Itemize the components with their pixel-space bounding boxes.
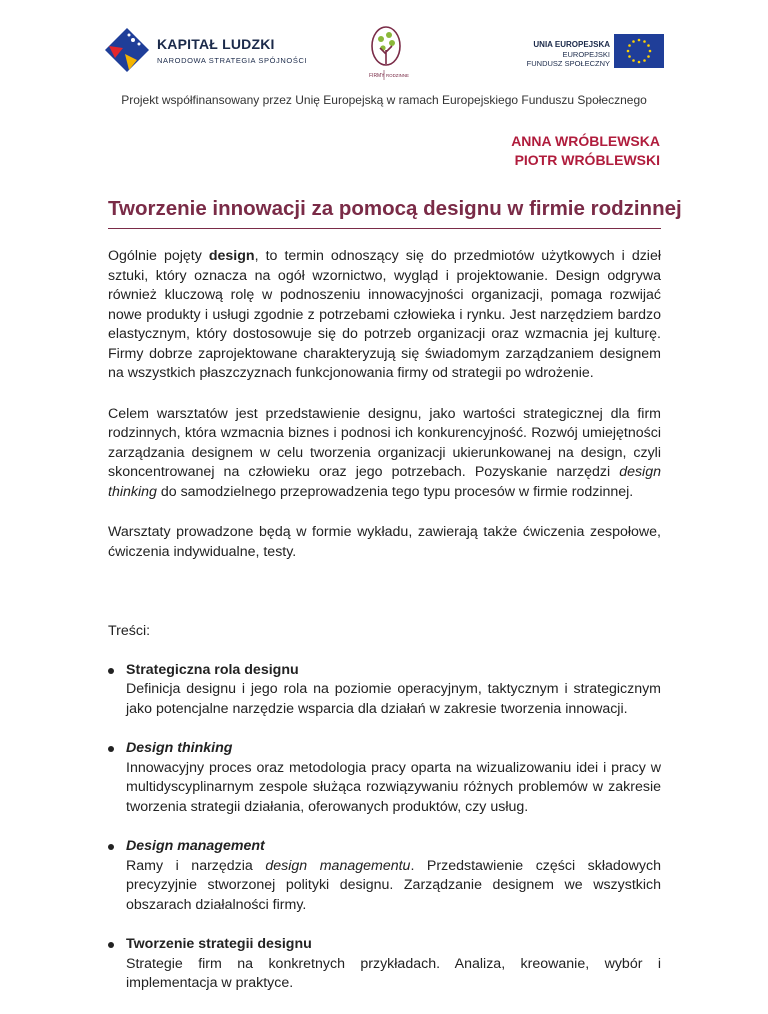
- document-body: [108, 247, 661, 1014]
- list-item-heading: Design thinking: [126, 740, 233, 756]
- rodzinne-label: RODZINNE: [386, 73, 409, 78]
- design-thinking-term: design thinking: [108, 464, 661, 500]
- title-underline: [108, 228, 661, 229]
- page-header: [0, 0, 768, 110]
- eu-flag-icon: [614, 34, 664, 68]
- list-item-text: Ramy i narzędzia design managementu. Przedstawienie części składowych precyzyjnie stworzonej polityki designu. Zarządzanie designem we wszystkich obszarach działalności firmy.: [126, 857, 661, 913]
- list-item-text: Definicja designu i jego rola na poziomie operacyjnym, taktycznym i strategicznym jako potencjalne narzędzie wsparcia dla działań w zakresie tworzenia innowacji.: [126, 681, 661, 717]
- eu-line1: UNIA EUROPEJSKA: [533, 40, 610, 49]
- list-item-heading: Strategiczna rola designu: [126, 661, 299, 678]
- bullet-icon: [108, 668, 114, 674]
- bullet-icon: [108, 844, 114, 850]
- firmy-rodzinne-logo: [368, 22, 409, 82]
- bullet-icon: [108, 942, 114, 948]
- list-item: [108, 739, 661, 817]
- project-cofinancing-line: Projekt współfinansowany przez Unię Europejską w ramach Europejskiego Funduszu Społecznego: [121, 93, 647, 107]
- list-item: [108, 661, 661, 720]
- kapital-ludzki-title: KAPITAŁ LUDZKI: [157, 36, 275, 52]
- eu-text: [527, 40, 610, 69]
- bullet-icon: [108, 746, 114, 752]
- authors: [511, 132, 660, 170]
- list-item-text: Innowacyjny proces oraz metodologia pracy oparta na wizualizowaniu idei i pracy w multidyscyplinarnym zespole służąca rozwiązywaniu różnych problemów w zakresie tworzenia strategii działania, oferowanych produktów, czy usług.: [126, 759, 661, 815]
- list-item: [108, 837, 661, 915]
- eu-line2: EUROPEJSKI: [562, 49, 610, 59]
- author-2: PIOTR WRÓBLEWSKI: [514, 152, 660, 168]
- author-1: ANNA WRÓBLEWSKA: [511, 133, 660, 149]
- design-term: design: [208, 248, 255, 264]
- list-item-heading: Design management: [126, 838, 265, 854]
- list-item-heading: Tworzenie strategii designu: [126, 936, 312, 952]
- firmy-label: FIRMY: [369, 73, 385, 79]
- kapital-ludzki-logo: [103, 26, 151, 74]
- contents-list: [108, 661, 661, 994]
- document-title: Tworzenie innowacji za pomocą designu w firmie rodzinnej: [108, 197, 682, 220]
- kapital-ludzki-subtitle: NARODOWA STRATEGIA SPÓJNOŚCI: [157, 56, 308, 65]
- contents-label: Treści:: [108, 623, 151, 639]
- paragraph-format: Warsztaty prowadzone będą w formie wykładu, zawierają także ćwiczenia zespołowe, ćwiczenia indywidualne, testy.: [108, 524, 661, 560]
- paragraph-intro: Ogólnie pojęty design, to termin odnoszący się do przedmiotów użytkowych i dzieł sztuki, który oznacza na ogół wzornictwo, wygląd i projektowanie. Design odgrywa również kluczową rolę w podnoszeniu innowacyjności organizacji, pomaga rozwijać nowe produkty i usługi zgodnie z potrzebami człowieka i rynku. Jest narzędziem bardzo elastycznym, który dostosowuje się do potrzeb organizacji oraz wzmacnia jej kulturę. Firmy dobrze zaprojektowane charakteryzują się świadomym zarządzaniem designem na wszystkich płaszczyznach funkcjonowania firmy od strategii po wdrożenie.: [108, 248, 661, 381]
- eu-line3: FUNDUSZ SPOŁECZNY: [526, 59, 610, 68]
- list-item-text: Strategie firm na konkretnych przykładach. Analiza, kreowanie, wybór i implementacja w praktyce.: [126, 955, 661, 991]
- list-item: [108, 935, 661, 994]
- paragraph-goal: Celem warsztatów jest przedstawienie designu, jako wartości strategicznej dla firm rodzinnych, która wzmacnia biznes i podnosi ich konkurencyjność. Rozwój umiejętności zarządzania designem w celu tworzenia organizacji ukierunkowanej na design, czyli skoncentrowanej na człowieku oraz jego potrzebach. Pozyskanie narzędzi design thinking do samodzielnego przeprowadzenia tego typu procesów w firmie rodzinnej.: [108, 405, 661, 500]
